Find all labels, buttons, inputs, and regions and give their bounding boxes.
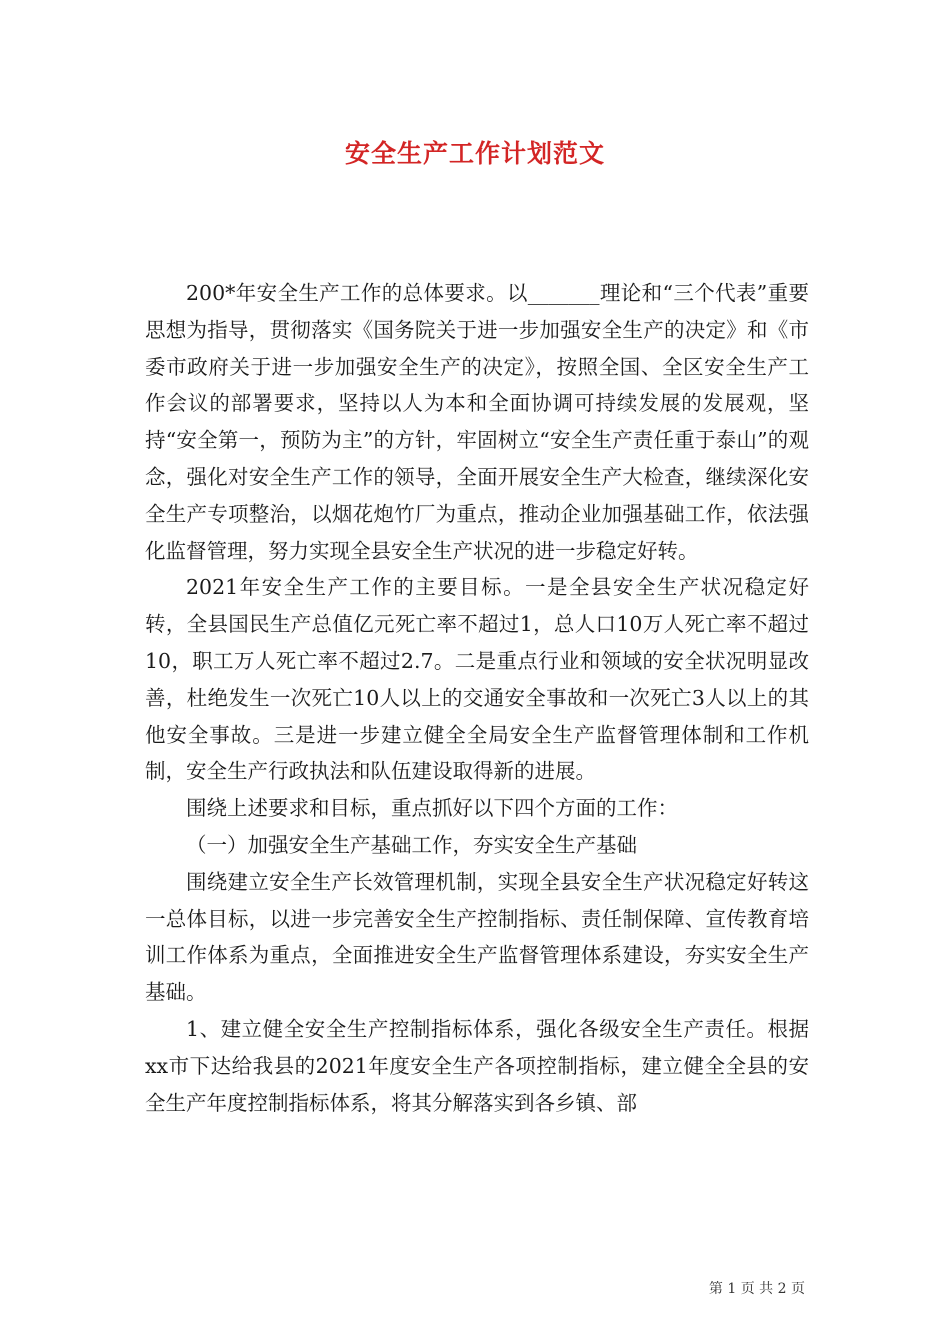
section-heading-one: （一）加强安全生产基础工作，夯实安全生产基础 [186,832,637,857]
document-body [145,275,809,1121]
paragraph-four-aspects: 围绕上述要求和目标，重点抓好以下四个方面的工作： [186,796,678,821]
paragraph-main-goals: 2021年安全生产工作的主要目标。一是全县安全生产状况稳定好转，全县国民生产总值亿元死亡率不超过1，总人口10万人死亡率不超过10，职工万人死亡率不超过2.7。二是重点行业和领域的安全状况明显改善，杜绝发生一次死亡10人以上的交通安全事故和一次死亡3人以上的其他安全事故。三是进一步建立健全全局安全生产监督管理体制和工作机制，安全生产行政执法和队伍建设取得新的进展。 [145,575,809,784]
paragraph-overall-requirements: 200*年安全生产工作的总体要求。以_______理论和“三个代表”重要思想为指导，贯彻落实《国务院关于进一步加强安全生产的决定》和《市委市政府关于进一步加强安全生产的决定》，按照全国、全区安全生产工作会议的部署要求，坚持以人为本和全面协调可持续发展的发展观，坚持“安全第一，预防为主”的方针，牢固树立“安全生产责任重于泰山”的观念，强化对安全生产工作的领导，全面开展安全生产大检查，继续深化安全生产专项整治，以烟花炮竹厂为重点，推动企业加强基础工作，依法强化监督管理，努力实现全县安全生产状况的进一步稳定好转。 [145,281,809,563]
page-number: 第 1 页 共 2 页 [708,1281,805,1297]
document-title: 安全生产工作计划范文 [344,139,605,168]
paragraph-control-indicators: 1、建立健全安全生产控制指标体系，强化各级安全生产责任。根据xx市下达给我县的2021年度安全生产各项控制指标，建立健全全县的安全生产年度控制指标体系，将其分解落实到各乡镇、部 [145,1016,809,1115]
paragraph-foundation: 围绕建立安全生产长效管理机制，实现全县安全生产状况稳定好转这一总体目标，以进一步完善安全生产控制指标、责任制保障、宣传教育培训工作体系为重点，全面推进安全生产监督管理体系建设，夯实安全生产基础。 [145,869,809,1005]
